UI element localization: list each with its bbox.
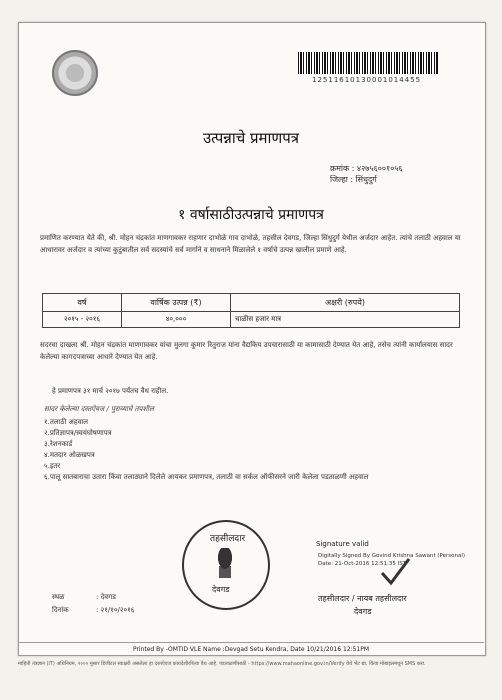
seal-bottom-text: देवगड [212, 585, 230, 594]
checkmark-icon [378, 555, 412, 589]
date-label: दिनांक [52, 606, 69, 614]
certificate-subtitle: १ वर्षासाठीउत्पन्नाचे प्रमाणपत्र [178, 207, 324, 223]
office-name: देवगड [354, 607, 372, 616]
place-value: : देवगड [96, 593, 116, 601]
list-item: ४.मतदार ओळखपत्र [44, 451, 95, 459]
ashoka-emblem-icon [211, 548, 239, 580]
table-header: वार्षिक उत्पन्न (₹) [122, 294, 231, 312]
table-header: वर्ष [43, 294, 122, 312]
seal-top-text: तहसीलदार [210, 534, 246, 544]
table-header-row [43, 294, 460, 312]
certificate-number: क्रमांक : ४२७५६००१०५६ [330, 164, 403, 173]
table-row [43, 312, 460, 328]
footer-footnote: माहिती तंत्रज्ञान (IT) अधिनियम, २००० मुसार डिजीटल स्वाक्षरी असलेला हा दस्तऐवज कायदेशीररित्या वैध आहे. पडताळणीसाठी - https://www.mahaonline.gov.in/Verify येथे भेट द्या. किंवा मोबाइलमधून SMS करा. [18, 661, 426, 667]
list-item: ५.इतर [44, 462, 61, 470]
documents-list [44, 417, 444, 483]
table-cell: चाळीस हजार मात्र [231, 312, 460, 328]
certificate-paragraph-1: प्रमाणित करण्यात येते की, श्री. मोहन चंद्रकांत माणगावकर राहणार दाभोळे गाव दाभोळे, तहसील देवगड, जिल्हा सिंधुदुर्ग येथील अर्जदार आहेत. त्यांचे तलाठी अहवाल या आधारावर अर्जदार व त्यांच्या कुटुंबातील सर्व सदस्यांचे सर्व मार्गाने व साधनाने मिळालेले १ वर्षाचे उत्पन्न खालील प्रमाणे आहे. [40, 234, 461, 254]
income-table [42, 293, 460, 328]
table-cell: ४०,००० [122, 312, 231, 328]
list-item: २.प्रतिज्ञापत्र/स्वयंघोषणापत्र [44, 429, 112, 437]
documents-title: सादर केलेल्या दस्तऐवज / पुराव्याचे तपशील [44, 405, 154, 413]
date-value: : २१/१०/२०१६ [96, 606, 135, 614]
list-item: ३.रेशनकार्ड [44, 440, 73, 448]
page-title: उत्पन्नाचे प्रमाणपत्र [202, 129, 300, 147]
signature-details: Digitally Signed By Govind Krishna Sawant (Personal) Date: 21-Oct-2016 12:51:35 IST [318, 553, 466, 567]
list-item: ६.पालू सातबाराचा उतारा किंवा तलाठ्याने दिलेले आयकर प्रमाणपत्र, तलाठी वा सर्कल ऑफीसरने जारी केलेला पडताळणी अहवाल [44, 473, 369, 481]
signature-valid-label: Signature valid [316, 540, 369, 548]
certificate-paragraph-2: सदरचा दाखला श्री. मोहन चंद्रकांत माणगावकर यांचा मुलगा कुमार रितुराज यांना वैद्यकिय उपचारासाठी या कामासाठी देण्यात येत आहे, तसेच त्यांनी कार्यालयास सादर केलेल्या कागदपत्राच्या आधारे देण्यात येत आहे. [40, 341, 453, 361]
printed-by-line: Printed By -OMTID VLE Name :Devgad Setu Kendra, Date 10/21/2016 12:51PM [18, 642, 484, 653]
state-emblem-icon [52, 50, 98, 96]
place-label: स्थळ [52, 593, 65, 601]
table-header: अक्षरी (रुपये) [231, 294, 460, 312]
district: जिल्हा : सिंधुदुर्ग [330, 175, 377, 184]
officer-title: तहसीलदार / नायब तहसीलदार [318, 594, 407, 603]
barcode [298, 52, 438, 74]
table-cell: २०१५ - २०१६ [43, 312, 122, 328]
validity-text: हे प्रमाणपत्र ३१ मार्च २०१७ पर्यंतच वैध राहील. [52, 387, 169, 395]
barcode-number: 12511610130001014455 [312, 76, 422, 84]
list-item: १.तलाठी अहवाल [44, 418, 89, 426]
